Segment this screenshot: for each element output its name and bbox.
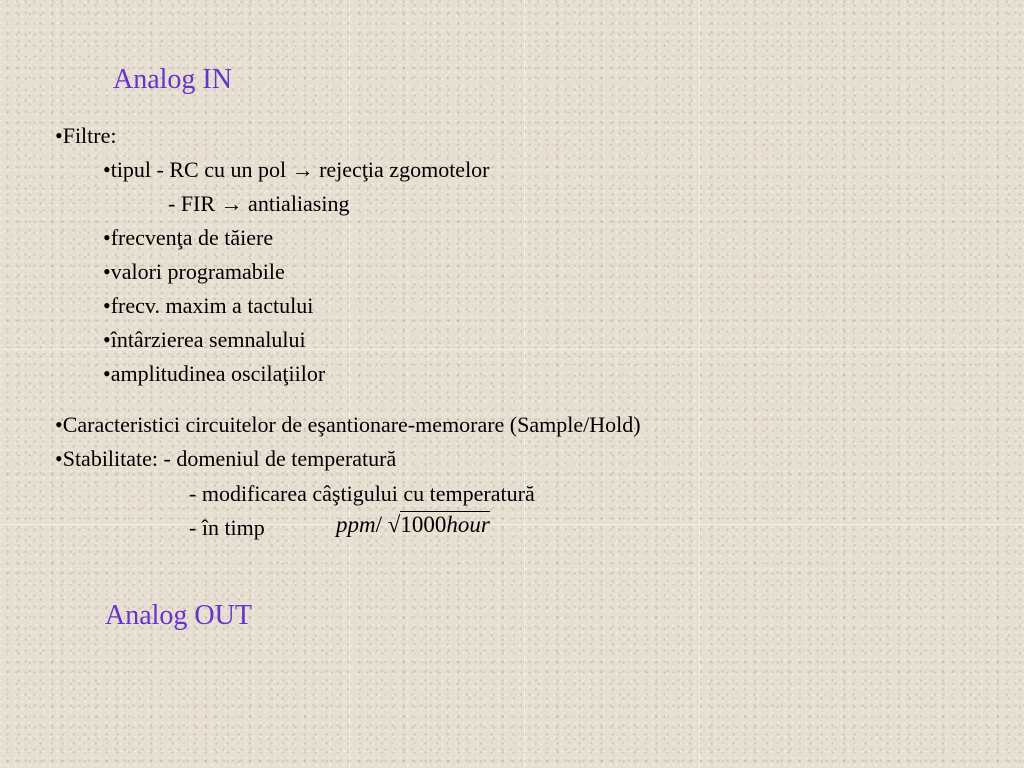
bullet-caracteristici: •Caracteristici circuitelor de eşantionare-memorare (Sample/Hold) — [55, 412, 641, 437]
stability-formula — [336, 511, 490, 536]
background-seam — [349, 0, 350, 768]
bullet-fir: - FIR → antialiasing — [168, 191, 350, 216]
bullet-stabilitate: •Stabilitate: - domeniul de temperatură — [55, 446, 397, 471]
sub-modificarea: - modificarea câştigului cu temperatură — [189, 481, 535, 506]
bullet-valori: •valori programabile — [103, 259, 285, 284]
bullet-intarzierea: •întârzierea semnalului — [103, 327, 306, 352]
sqrt-sign: √ — [387, 512, 401, 537]
background-seam — [524, 0, 525, 768]
formula-numerator: ppm — [336, 512, 376, 537]
bullet-frecv-maxim: •frecv. maxim a tactului — [103, 293, 314, 318]
background-seam — [0, 524, 1024, 525]
slide-title-analog-in: Analog IN — [113, 64, 232, 95]
background-seam — [699, 0, 700, 768]
bullet-tipul: •tipul - RC cu un pol → rejecţia zgomotelor — [103, 157, 490, 182]
formula-radicand-unit: hour — [446, 512, 490, 537]
bullet-filtre: •Filtre: — [55, 123, 117, 148]
slide-title-analog-out: Analog OUT — [105, 600, 252, 631]
formula-slash: / — [375, 512, 383, 537]
bullet-frecventa: •frecvenţa de tăiere — [103, 225, 274, 250]
formula-radicand — [400, 511, 489, 536]
bullet-amplitudinea: •amplitudinea oscilaţiilor — [103, 361, 326, 386]
formula-radicand-number: 1000 — [400, 512, 447, 537]
sub-in-timp: - în timp — [189, 515, 265, 540]
